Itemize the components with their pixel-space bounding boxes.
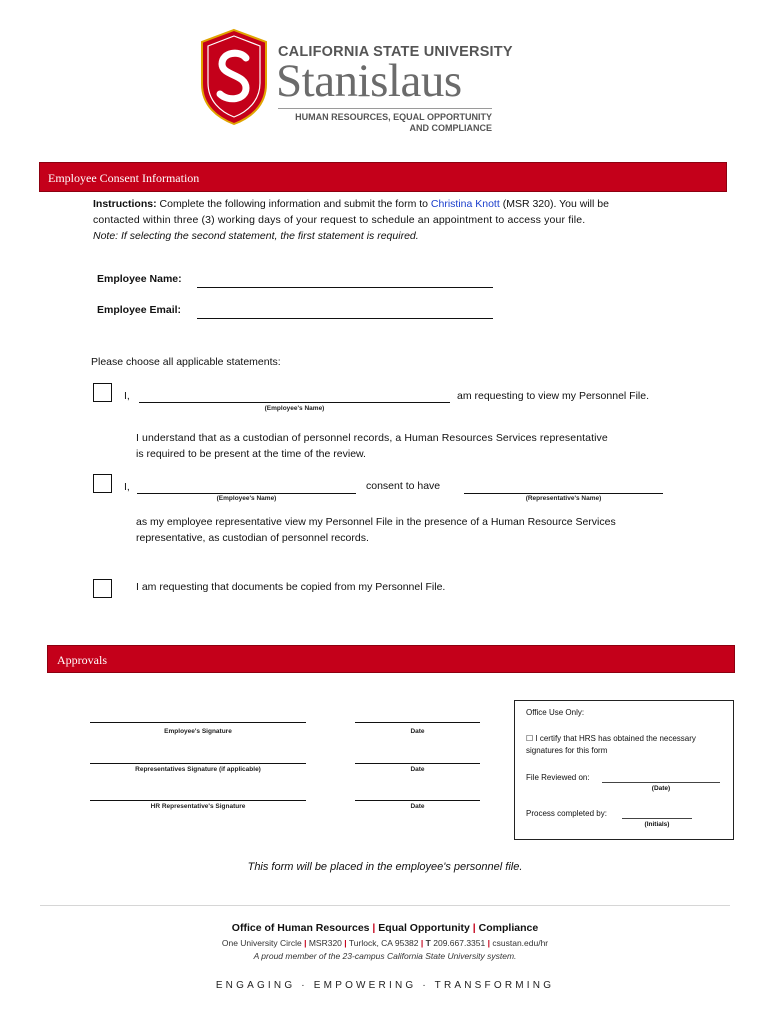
- process-completed-label: Process completed by:: [526, 809, 607, 818]
- statement1-checkbox[interactable]: [93, 383, 112, 402]
- employee-name-field[interactable]: [197, 287, 493, 288]
- employee-signature-date-field[interactable]: [355, 722, 480, 723]
- representative-signature-label: Representatives Signature (if applicable): [135, 766, 261, 773]
- statement1-text: am requesting to view my Personnel File.: [457, 390, 649, 402]
- statement2-followup-line1: as my employee representative view my Personnel File in the presence of a Human Resource Services: [136, 516, 616, 528]
- office-use-title: Office Use Only:: [526, 708, 585, 717]
- university-shield-logo: [200, 28, 268, 126]
- placement-note: This form will be placed in the employee's personnel file.: [247, 861, 523, 873]
- certify-checkbox[interactable]: ☐: [526, 734, 534, 743]
- approvals-section-header: Approvals: [47, 645, 735, 673]
- statement1-employee-name-field[interactable]: [139, 402, 450, 403]
- employee-signature-label: Employee's Signature: [164, 728, 232, 735]
- representative-signature-date-label: Date: [410, 766, 425, 773]
- statement2-employee-name-caption: (Employee's Name): [216, 495, 277, 502]
- file-reviewed-caption: (Date): [651, 785, 671, 792]
- employee-email-field[interactable]: [197, 318, 493, 319]
- choose-statements-prompt: Please choose all applicable statements:: [91, 356, 281, 368]
- footer-office-line: Office of Human Resources | Equal Opportunity | Compliance: [231, 922, 539, 934]
- contact-name-link[interactable]: Christina Knott: [430, 198, 500, 210]
- statement1-followup-line1: I understand that as a custodian of personnel records, a Human Resources Services representative: [136, 432, 608, 444]
- statement3-checkbox[interactable]: [93, 579, 112, 598]
- footer-motto: ENGAGING · EMPOWERING · TRANSFORMING: [215, 980, 555, 991]
- statement1-prefix: I,: [124, 390, 130, 402]
- representative-signature-date-field[interactable]: [355, 763, 480, 764]
- instructions-line1: Instructions: Complete the following information and submit the form to Christina Knott (MSR 320). You will be: [93, 198, 609, 210]
- process-completed-caption: (Initials): [644, 821, 670, 828]
- certify-line2: signatures for this form: [526, 746, 608, 755]
- footer-address-line: One University Circle | MSR320 | Turlock, CA 95382 | T 209.667.3351 | csustan.edu/hr: [221, 938, 549, 948]
- employee-email-label: Employee Email:: [97, 304, 182, 316]
- consent-section-header: Employee Consent Information: [39, 162, 727, 192]
- statement2-representative-name-field[interactable]: [464, 493, 663, 494]
- file-reviewed-label: File Reviewed on:: [526, 773, 590, 782]
- website-link[interactable]: csustan.edu/hr: [492, 938, 549, 948]
- footer-tagline: A proud member of the 23-campus California State University system.: [253, 951, 517, 961]
- employee-signature-date-label: Date: [410, 728, 425, 735]
- statement2-followup-line2: representative, as custodian of personnel records.: [136, 532, 369, 544]
- statement2-representative-name-caption: (Representative's Name): [525, 495, 602, 502]
- hr-representative-signature-field[interactable]: [90, 800, 306, 801]
- university-system-name: CALIFORNIA STATE UNIVERSITY: [278, 44, 513, 60]
- instructions-note: Note: If selecting the second statement, the first statement is required.: [93, 230, 419, 242]
- hr-signature-date-label: Date: [410, 803, 425, 810]
- statement2-checkbox[interactable]: [93, 474, 112, 493]
- hr-representative-signature-label: HR Representative's Signature: [150, 803, 246, 810]
- statement3-text: I am requesting that documents be copied from my Personnel File.: [136, 581, 446, 593]
- statement2-consent-text: consent to have: [366, 480, 441, 492]
- campus-name: Stanislaus: [276, 55, 462, 107]
- statement2-prefix: I,: [124, 481, 130, 493]
- hr-signature-date-field[interactable]: [355, 800, 480, 801]
- certify-line1: ☐ I certify that HRS has obtained the necessary: [526, 734, 696, 743]
- footer-divider: [40, 905, 730, 906]
- representative-signature-field[interactable]: [90, 763, 306, 764]
- employee-signature-field[interactable]: [90, 722, 306, 723]
- statement2-employee-name-field[interactable]: [137, 493, 356, 494]
- statement1-employee-name-caption: (Employee's Name): [264, 405, 325, 412]
- logo-divider: [278, 108, 492, 109]
- statement1-followup-line2: is required to be present at the time of the review.: [136, 448, 366, 460]
- department-name: HUMAN RESOURCES, EQUAL OPPORTUNITY AND COMPLIANCE: [295, 112, 492, 133]
- instructions-line2: contacted within three (3) working days of your request to schedule an appointment to access your file.: [93, 214, 586, 226]
- employee-name-label: Employee Name:: [97, 273, 182, 285]
